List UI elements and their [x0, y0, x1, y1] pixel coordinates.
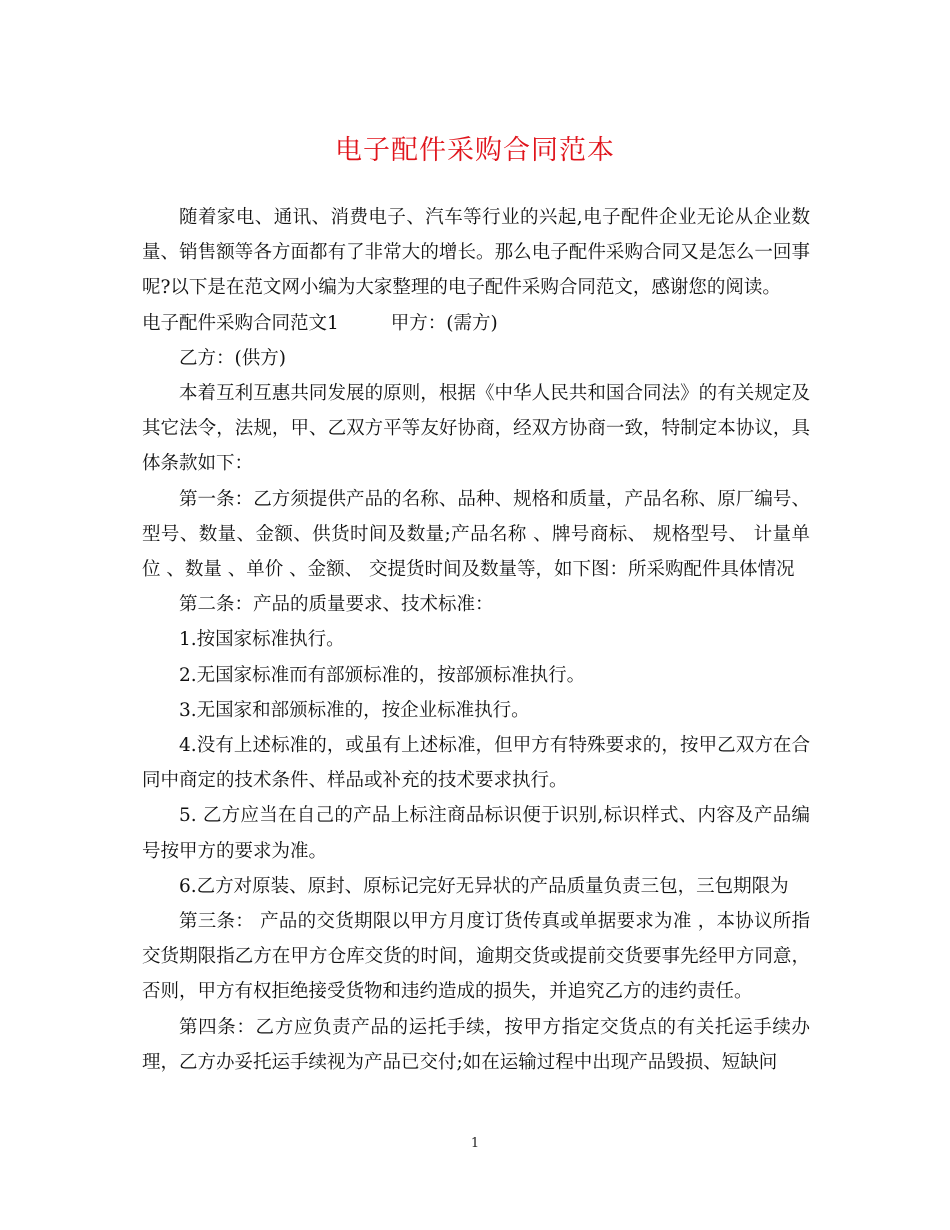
- sample-heading-line: [142, 306, 810, 341]
- article-2-item-2: 2.无国家标准而有部颁标准的，按部颁标准执行。: [179, 664, 586, 686]
- article-2-item-3: 3.无国家和部颁标准的，按企业标准执行。: [179, 699, 530, 721]
- intro-paragraph: 随着家电、通讯、消费电子、汽车等行业的兴起,电子配件企业无论从企业数量、销售额等各方面都有了非常大的增长。那么电子配件采购合同又是怎么一回事呢?以下是在范文网小编为大家整理的电子配件采购合同范文，感谢您的阅读。: [142, 207, 810, 299]
- party-a: 甲方：(需方): [390, 312, 498, 334]
- article-2-item-5: 5. 乙方应当在自己的产品上标注商品标识便于识别,标识样式、内容及产品编号按甲方的要求为准。: [142, 805, 810, 862]
- page-number: 1: [470, 1136, 480, 1151]
- preamble-paragraph: 本着互利互惠共同发展的原则，根据《中华人民共和国合同法》的有关规定及其它法令，法规，甲、乙双方平等友好协商，经双方协商一致，特制定本协议，具体条款如下：: [142, 383, 810, 475]
- article-2-item-6: 6.乙方对原装、原封、原标记完好无异状的产品质量负责三包，三包期限为: [179, 875, 789, 897]
- article-4: 第四条：乙方应负责产品的运托手续，按甲方指定交货点的有关托运手续办理，乙方办妥托运手续视为产品已交付;如在运输过程中出现产品毁损、短缺问: [142, 1016, 810, 1073]
- article-1: 第一条：乙方须提供产品的名称、品种、规格和质量，产品名称、原厂编号、型号、数量、金额、供货时间及数量;产品名称 、牌号商标、 规格型号、 计量单位 、数量 、单价 、金额、 交提货时间及数量等，如下图：所采购配件具体情况: [142, 488, 810, 581]
- document-title: 电子配件采购合同范本: [335, 135, 615, 166]
- article-2-item-4: 4.没有上述标准的，或虽有上述标准，但甲方有特殊要求的，按甲乙双方在合同中商定的技术条件、样品或补充的技术要求执行。: [142, 735, 810, 792]
- sample-heading: 电子配件采购合同范文1: [142, 312, 339, 334]
- document-body: [142, 200, 810, 1080]
- article-3: 第三条： 产品的交货期限以甲方月度订货传真或单据要求为准 ，本协议所指交货期限指乙方在甲方仓库交货的时间，逾期交货或提前交货要事先经甲方同意，否则，甲方有权拒绝接受货物和违约造成的损失，并追究乙方的违约责任。: [142, 911, 810, 1003]
- article-2-item-1: 1.按国家标准执行。: [179, 629, 345, 651]
- article-2: 第二条：产品的质量要求、技术标准：: [179, 594, 494, 616]
- party-b: 乙方：(供方): [179, 347, 286, 369]
